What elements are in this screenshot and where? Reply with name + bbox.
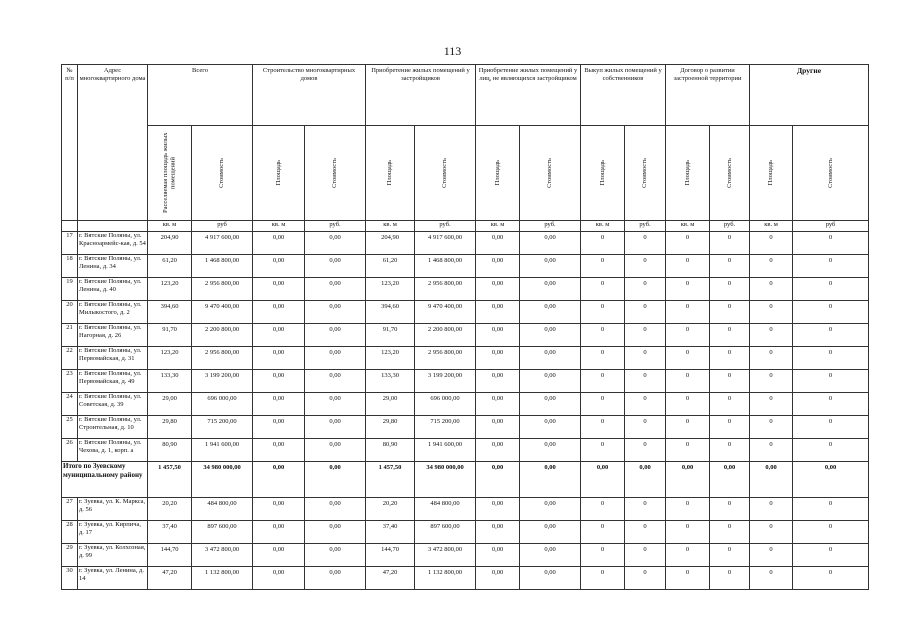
value-cell: 1 132 800,00 [192, 567, 253, 590]
value-cell: 0 [710, 370, 750, 393]
row-address: г. Вятские Поляны, ул. Ленина, д. 34 [78, 255, 148, 278]
header-sub-cost: Стоимость [218, 158, 226, 188]
value-cell: 61,20 [148, 255, 192, 278]
header-sub-cost: Стоимость [441, 158, 449, 188]
row-address: г. Зуевка, ул. Колхозная, д. 99 [78, 544, 148, 567]
value-cell: 1 468 800,00 [415, 255, 476, 278]
value-cell: 0 [625, 324, 666, 347]
header-sub-area: Площадь [493, 160, 501, 186]
value-cell: 0 [710, 324, 750, 347]
value-cell: 123,20 [148, 347, 192, 370]
value-cell: 0,00 [520, 301, 581, 324]
value-cell: 2 956 800,00 [415, 347, 476, 370]
value-cell: 0 [625, 232, 666, 255]
value-cell: 394,60 [148, 301, 192, 324]
value-cell: 0,00 [520, 416, 581, 439]
row-number: 20 [62, 301, 78, 324]
value-cell: 0 [793, 324, 869, 347]
value-cell: 34 980 000,00 [415, 462, 476, 498]
value-cell: 0,00 [253, 301, 305, 324]
value-cell: 0,00 [520, 255, 581, 278]
value-cell: 0,00 [305, 393, 366, 416]
row-address: г. Вятские Поляны, ул. Чехова, д. 1, корп. а [78, 439, 148, 462]
total-row [62, 462, 869, 498]
row-address: г. Вятские Поляны, ул. Советская, д. 39 [78, 393, 148, 416]
value-cell: 0,00 [581, 462, 625, 498]
value-cell: 0,00 [476, 416, 520, 439]
value-cell: 2 956 800,00 [192, 347, 253, 370]
value-cell: 3 472 800,00 [192, 544, 253, 567]
value-cell: 0,00 [253, 347, 305, 370]
value-cell: 0,00 [476, 301, 520, 324]
value-cell: 204,90 [148, 232, 192, 255]
value-cell: 0 [666, 439, 710, 462]
value-cell: 0,00 [520, 393, 581, 416]
table-row [62, 393, 869, 416]
value-cell: 0 [666, 498, 710, 521]
value-cell: 0,00 [253, 439, 305, 462]
value-cell: 0 [625, 498, 666, 521]
value-cell: 0 [666, 393, 710, 416]
value-cell: 0 [581, 439, 625, 462]
value-cell: 897 600,00 [192, 521, 253, 544]
header-sub-cost: Стоимость [331, 158, 339, 188]
value-cell: 0,00 [476, 544, 520, 567]
value-cell: 0 [581, 347, 625, 370]
row-number: 17 [62, 232, 78, 255]
header-sub-cost: Стоимость [725, 158, 733, 188]
value-cell: 0 [710, 439, 750, 462]
value-cell: 0 [710, 347, 750, 370]
value-cell: 0 [666, 301, 710, 324]
value-cell: 2 956 800,00 [415, 278, 476, 301]
row-number: 22 [62, 347, 78, 370]
header-group-other: Другие [750, 65, 869, 126]
value-cell: 20,20 [148, 498, 192, 521]
value-cell: 0 [666, 255, 710, 278]
row-address: г. Вятские Поляны, ул. Первомайская, д. 31 [78, 347, 148, 370]
value-cell: 0,00 [520, 347, 581, 370]
value-cell: 123,20 [148, 278, 192, 301]
value-cell: 3 472 800,00 [415, 544, 476, 567]
table-row [62, 544, 869, 567]
header-sub-cost: Стоимость [546, 158, 554, 188]
value-cell: 0,00 [253, 462, 305, 498]
value-cell: 0 [793, 544, 869, 567]
value-cell: 0 [625, 347, 666, 370]
value-cell: 2 956 800,00 [192, 278, 253, 301]
value-cell: 0 [710, 521, 750, 544]
value-cell: 0 [581, 521, 625, 544]
value-cell: 91,70 [366, 324, 415, 347]
value-cell: 715 200,00 [415, 416, 476, 439]
unit-cell: руб. [710, 221, 750, 232]
header-address: Адрес многоквартирного дома [78, 65, 148, 221]
value-cell: 0,00 [305, 498, 366, 521]
value-cell: 0,00 [253, 567, 305, 590]
value-cell: 61,20 [366, 255, 415, 278]
unit-cell: кв. м [750, 221, 793, 232]
value-cell: 0 [625, 255, 666, 278]
value-cell: 0,00 [520, 232, 581, 255]
total-label: Итого по Зуевскому муниципальному району [62, 462, 148, 498]
value-cell: 0 [750, 498, 793, 521]
value-cell: 0,00 [476, 255, 520, 278]
value-cell: 0 [750, 521, 793, 544]
header-num: № п/п [62, 65, 78, 221]
table-row [62, 439, 869, 462]
value-cell: 0 [750, 544, 793, 567]
row-number: 29 [62, 544, 78, 567]
row-address: г. Зуевка, ул. К. Маркса, д. 56 [78, 498, 148, 521]
value-cell: 47,20 [148, 567, 192, 590]
value-cell: 0,00 [520, 370, 581, 393]
value-cell: 897 600,00 [415, 521, 476, 544]
header-group-development-contract: Договор о развитии застроенной территории [666, 65, 750, 126]
value-cell: 1 457,50 [366, 462, 415, 498]
value-cell: 0 [581, 370, 625, 393]
value-cell: 0 [750, 301, 793, 324]
value-cell: 0 [750, 278, 793, 301]
value-cell: 0 [750, 370, 793, 393]
row-number: 21 [62, 324, 78, 347]
table-row [62, 521, 869, 544]
value-cell: 47,20 [366, 567, 415, 590]
value-cell: 0 [625, 301, 666, 324]
header-sub-cost: Стоимость [826, 158, 834, 188]
unit-cell: кв. м [366, 221, 415, 232]
table-row [62, 347, 869, 370]
value-cell: 0 [666, 278, 710, 301]
value-cell: 133,30 [366, 370, 415, 393]
value-cell: 1 457,50 [148, 462, 192, 498]
value-cell: 0,00 [305, 324, 366, 347]
value-cell: 1 941 600,00 [192, 439, 253, 462]
table-row [62, 324, 869, 347]
header-group-buyout: Выкуп жилых помещений у собственников [581, 65, 666, 126]
page-number: 113 [443, 44, 462, 58]
value-cell: 0 [666, 370, 710, 393]
unit-cell: руб. [520, 221, 581, 232]
value-cell: 0 [710, 255, 750, 278]
table-row [62, 416, 869, 439]
row-number: 28 [62, 521, 78, 544]
value-cell: 0,00 [253, 544, 305, 567]
value-cell: 0 [581, 255, 625, 278]
value-cell: 484 800,00 [415, 498, 476, 521]
value-cell: 0 [581, 232, 625, 255]
value-cell: 0 [666, 232, 710, 255]
value-cell: 0 [710, 393, 750, 416]
value-cell: 29,80 [148, 416, 192, 439]
row-number: 24 [62, 393, 78, 416]
value-cell: 0,00 [476, 232, 520, 255]
value-cell: 9 470 400,00 [415, 301, 476, 324]
row-number: 25 [62, 416, 78, 439]
value-cell: 0 [750, 393, 793, 416]
value-cell: 0 [750, 255, 793, 278]
value-cell: 4 917 600,00 [192, 232, 253, 255]
unit-cell: руб. [625, 221, 666, 232]
value-cell: 0 [710, 567, 750, 590]
value-cell: 1 132 800,00 [415, 567, 476, 590]
value-cell: 0,00 [305, 278, 366, 301]
header-sub-area: Площадь [386, 160, 394, 186]
table-row [62, 498, 869, 521]
value-cell: 696 000,00 [415, 393, 476, 416]
resettlement-table [61, 64, 869, 590]
value-cell: 0 [666, 324, 710, 347]
value-cell: 0 [710, 301, 750, 324]
value-cell: 0,00 [253, 324, 305, 347]
value-cell: 37,40 [148, 521, 192, 544]
value-cell: 0,00 [520, 324, 581, 347]
value-cell: 3 199 200,00 [415, 370, 476, 393]
value-cell: 0 [581, 324, 625, 347]
value-cell: 37,40 [366, 521, 415, 544]
unit-cell: руб [192, 221, 253, 232]
value-cell: 9 470 400,00 [192, 301, 253, 324]
unit-cell: руб [793, 221, 869, 232]
value-cell: 4 917 600,00 [415, 232, 476, 255]
row-address: г. Вятские Поляны, ул. Ленина, д. 40 [78, 278, 148, 301]
unit-cell: руб. [415, 221, 476, 232]
header-sub-row [62, 126, 869, 221]
value-cell: 0,00 [253, 278, 305, 301]
value-cell: 0,00 [520, 278, 581, 301]
value-cell: 0 [793, 521, 869, 544]
value-cell: 3 199 200,00 [192, 370, 253, 393]
value-cell: 0,00 [476, 498, 520, 521]
value-cell: 1 941 600,00 [415, 439, 476, 462]
value-cell: 0,00 [476, 324, 520, 347]
value-cell: 0 [581, 416, 625, 439]
value-cell: 34 980 000,00 [192, 462, 253, 498]
header-units-row [62, 221, 869, 232]
value-cell: 0 [625, 439, 666, 462]
value-cell: 0 [581, 544, 625, 567]
value-cell: 0 [710, 278, 750, 301]
value-cell: 0 [793, 439, 869, 462]
table-row [62, 301, 869, 324]
value-cell: 0,00 [253, 416, 305, 439]
value-cell: 0,00 [520, 462, 581, 498]
value-cell: 0 [710, 498, 750, 521]
value-cell: 0,00 [520, 521, 581, 544]
value-cell: 0,00 [305, 232, 366, 255]
value-cell: 0,00 [750, 462, 793, 498]
value-cell: 0 [793, 393, 869, 416]
value-cell: 0,00 [476, 567, 520, 590]
unit-cell: кв. м [581, 221, 625, 232]
value-cell: 0,00 [520, 498, 581, 521]
value-cell: 0 [666, 521, 710, 544]
table-row [62, 370, 869, 393]
value-cell: 0 [710, 416, 750, 439]
value-cell: 29,80 [366, 416, 415, 439]
value-cell: 0,00 [476, 462, 520, 498]
value-cell: 0 [750, 347, 793, 370]
row-number: 30 [62, 567, 78, 590]
header-sub-cost: Стоимость [641, 158, 649, 188]
value-cell: 0,00 [253, 255, 305, 278]
table-row [62, 232, 869, 255]
value-cell: 0 [666, 416, 710, 439]
value-cell: 204,90 [366, 232, 415, 255]
value-cell: 0 [625, 370, 666, 393]
value-cell: 20,20 [366, 498, 415, 521]
row-address: г. Вятские Поляны, ул. Красноармейс-кая, д. 54 [78, 232, 148, 255]
value-cell: 0,00 [253, 370, 305, 393]
value-cell: 0,00 [305, 439, 366, 462]
header-sub-area: Площадь [683, 160, 691, 186]
value-cell: 91,70 [148, 324, 192, 347]
value-cell: 0 [581, 393, 625, 416]
value-cell: 0,00 [520, 567, 581, 590]
unit-cell: кв. м [253, 221, 305, 232]
header-sub-area: Площадь [767, 160, 775, 186]
value-cell: 0 [793, 567, 869, 590]
value-cell: 144,70 [148, 544, 192, 567]
value-cell: 0,00 [520, 544, 581, 567]
value-cell: 0,00 [305, 301, 366, 324]
value-cell: 0 [666, 567, 710, 590]
value-cell: 0,00 [305, 567, 366, 590]
value-cell: 696 000,00 [192, 393, 253, 416]
value-cell: 0 [793, 232, 869, 255]
header-group-non-developer: Приобретение жилых помещений у лиц, не являющихся застройщиком [476, 65, 581, 126]
value-cell: 123,20 [366, 347, 415, 370]
value-cell: 0 [625, 278, 666, 301]
value-cell: 2 200 800,00 [192, 324, 253, 347]
table-row [62, 278, 869, 301]
value-cell: 133,30 [148, 370, 192, 393]
header-group-row [62, 65, 869, 126]
value-cell: 0 [750, 416, 793, 439]
value-cell: 0 [793, 347, 869, 370]
row-number: 26 [62, 439, 78, 462]
value-cell: 0 [793, 416, 869, 439]
value-cell: 0 [793, 278, 869, 301]
value-cell: 0 [581, 301, 625, 324]
value-cell: 0 [793, 370, 869, 393]
value-cell: 0 [625, 393, 666, 416]
value-cell: 0 [710, 544, 750, 567]
row-address: г. Вятские Поляны, ул. Милыкостого, д. 2 [78, 301, 148, 324]
header-sub-area: Площадь [274, 160, 282, 186]
unit-cell: кв. м [476, 221, 520, 232]
row-number: 18 [62, 255, 78, 278]
value-cell: 0 [750, 439, 793, 462]
value-cell: 0,00 [476, 521, 520, 544]
value-cell: 0 [750, 324, 793, 347]
header-group-developer: Приобретение жилых помещений у застройщиков [366, 65, 476, 126]
header-group-total: Всего [148, 65, 253, 126]
value-cell: 0,00 [476, 393, 520, 416]
value-cell: 2 200 800,00 [415, 324, 476, 347]
value-cell: 1 468 800,00 [192, 255, 253, 278]
value-cell: 0,00 [476, 370, 520, 393]
value-cell: 0,00 [253, 521, 305, 544]
row-address: г. Зуевка, ул. Кирпича, д. 17 [78, 521, 148, 544]
value-cell: 0 [625, 544, 666, 567]
value-cell: 0 [750, 567, 793, 590]
table-body [62, 232, 869, 590]
value-cell: 0,00 [520, 439, 581, 462]
value-cell: 0,00 [666, 462, 710, 498]
value-cell: 0 [666, 347, 710, 370]
value-cell: 123,20 [366, 278, 415, 301]
value-cell: 0 [793, 498, 869, 521]
value-cell: 80,90 [148, 439, 192, 462]
row-address: г. Вятские Поляны, ул. Первомайская, д. 49 [78, 370, 148, 393]
value-cell: 0 [581, 498, 625, 521]
row-address: г. Зуевка, ул. Ленина, д. 14 [78, 567, 148, 590]
value-cell: 0 [625, 567, 666, 590]
value-cell: 0,00 [305, 544, 366, 567]
value-cell: 0 [581, 567, 625, 590]
value-cell: 394,60 [366, 301, 415, 324]
value-cell: 0 [793, 301, 869, 324]
value-cell: 0,00 [476, 347, 520, 370]
table-row [62, 567, 869, 590]
unit-cell: кв. м [666, 221, 710, 232]
row-number: 23 [62, 370, 78, 393]
value-cell: 0,00 [253, 232, 305, 255]
value-cell: 0,00 [305, 462, 366, 498]
value-cell: 0,00 [305, 370, 366, 393]
value-cell: 0,00 [305, 347, 366, 370]
value-cell: 0,00 [305, 521, 366, 544]
value-cell: 0 [666, 544, 710, 567]
value-cell: 0 [581, 278, 625, 301]
value-cell: 0 [625, 416, 666, 439]
value-cell: 29,00 [366, 393, 415, 416]
table-row [62, 255, 869, 278]
value-cell: 0,00 [710, 462, 750, 498]
value-cell: 484 800,00 [192, 498, 253, 521]
row-address: г. Вятские Поляны, ул. Строительная, д. 10 [78, 416, 148, 439]
header-sub-area-resettled: Расселяемая площадь жилых помещений [162, 132, 177, 214]
value-cell: 715 200,00 [192, 416, 253, 439]
unit-cell: кв. м [148, 221, 192, 232]
header-group-construction: Строительство многоквартирных домов [253, 65, 366, 126]
row-number: 27 [62, 498, 78, 521]
value-cell: 0,00 [253, 393, 305, 416]
row-address: г. Вятские Поляны, ул. Нагорная, д. 26 [78, 324, 148, 347]
value-cell: 0 [710, 232, 750, 255]
value-cell: 0,00 [253, 498, 305, 521]
value-cell: 0,00 [305, 416, 366, 439]
value-cell: 29,00 [148, 393, 192, 416]
unit-cell: руб. [305, 221, 366, 232]
value-cell: 0,00 [793, 462, 869, 498]
value-cell: 0,00 [476, 278, 520, 301]
value-cell: 0,00 [625, 462, 666, 498]
value-cell: 80,90 [366, 439, 415, 462]
header-sub-area: Площадь [598, 160, 606, 186]
row-number: 19 [62, 278, 78, 301]
value-cell: 0,00 [305, 255, 366, 278]
value-cell: 0 [625, 521, 666, 544]
value-cell: 0,00 [476, 439, 520, 462]
value-cell: 0 [793, 255, 869, 278]
value-cell: 0 [750, 232, 793, 255]
value-cell: 144,70 [366, 544, 415, 567]
